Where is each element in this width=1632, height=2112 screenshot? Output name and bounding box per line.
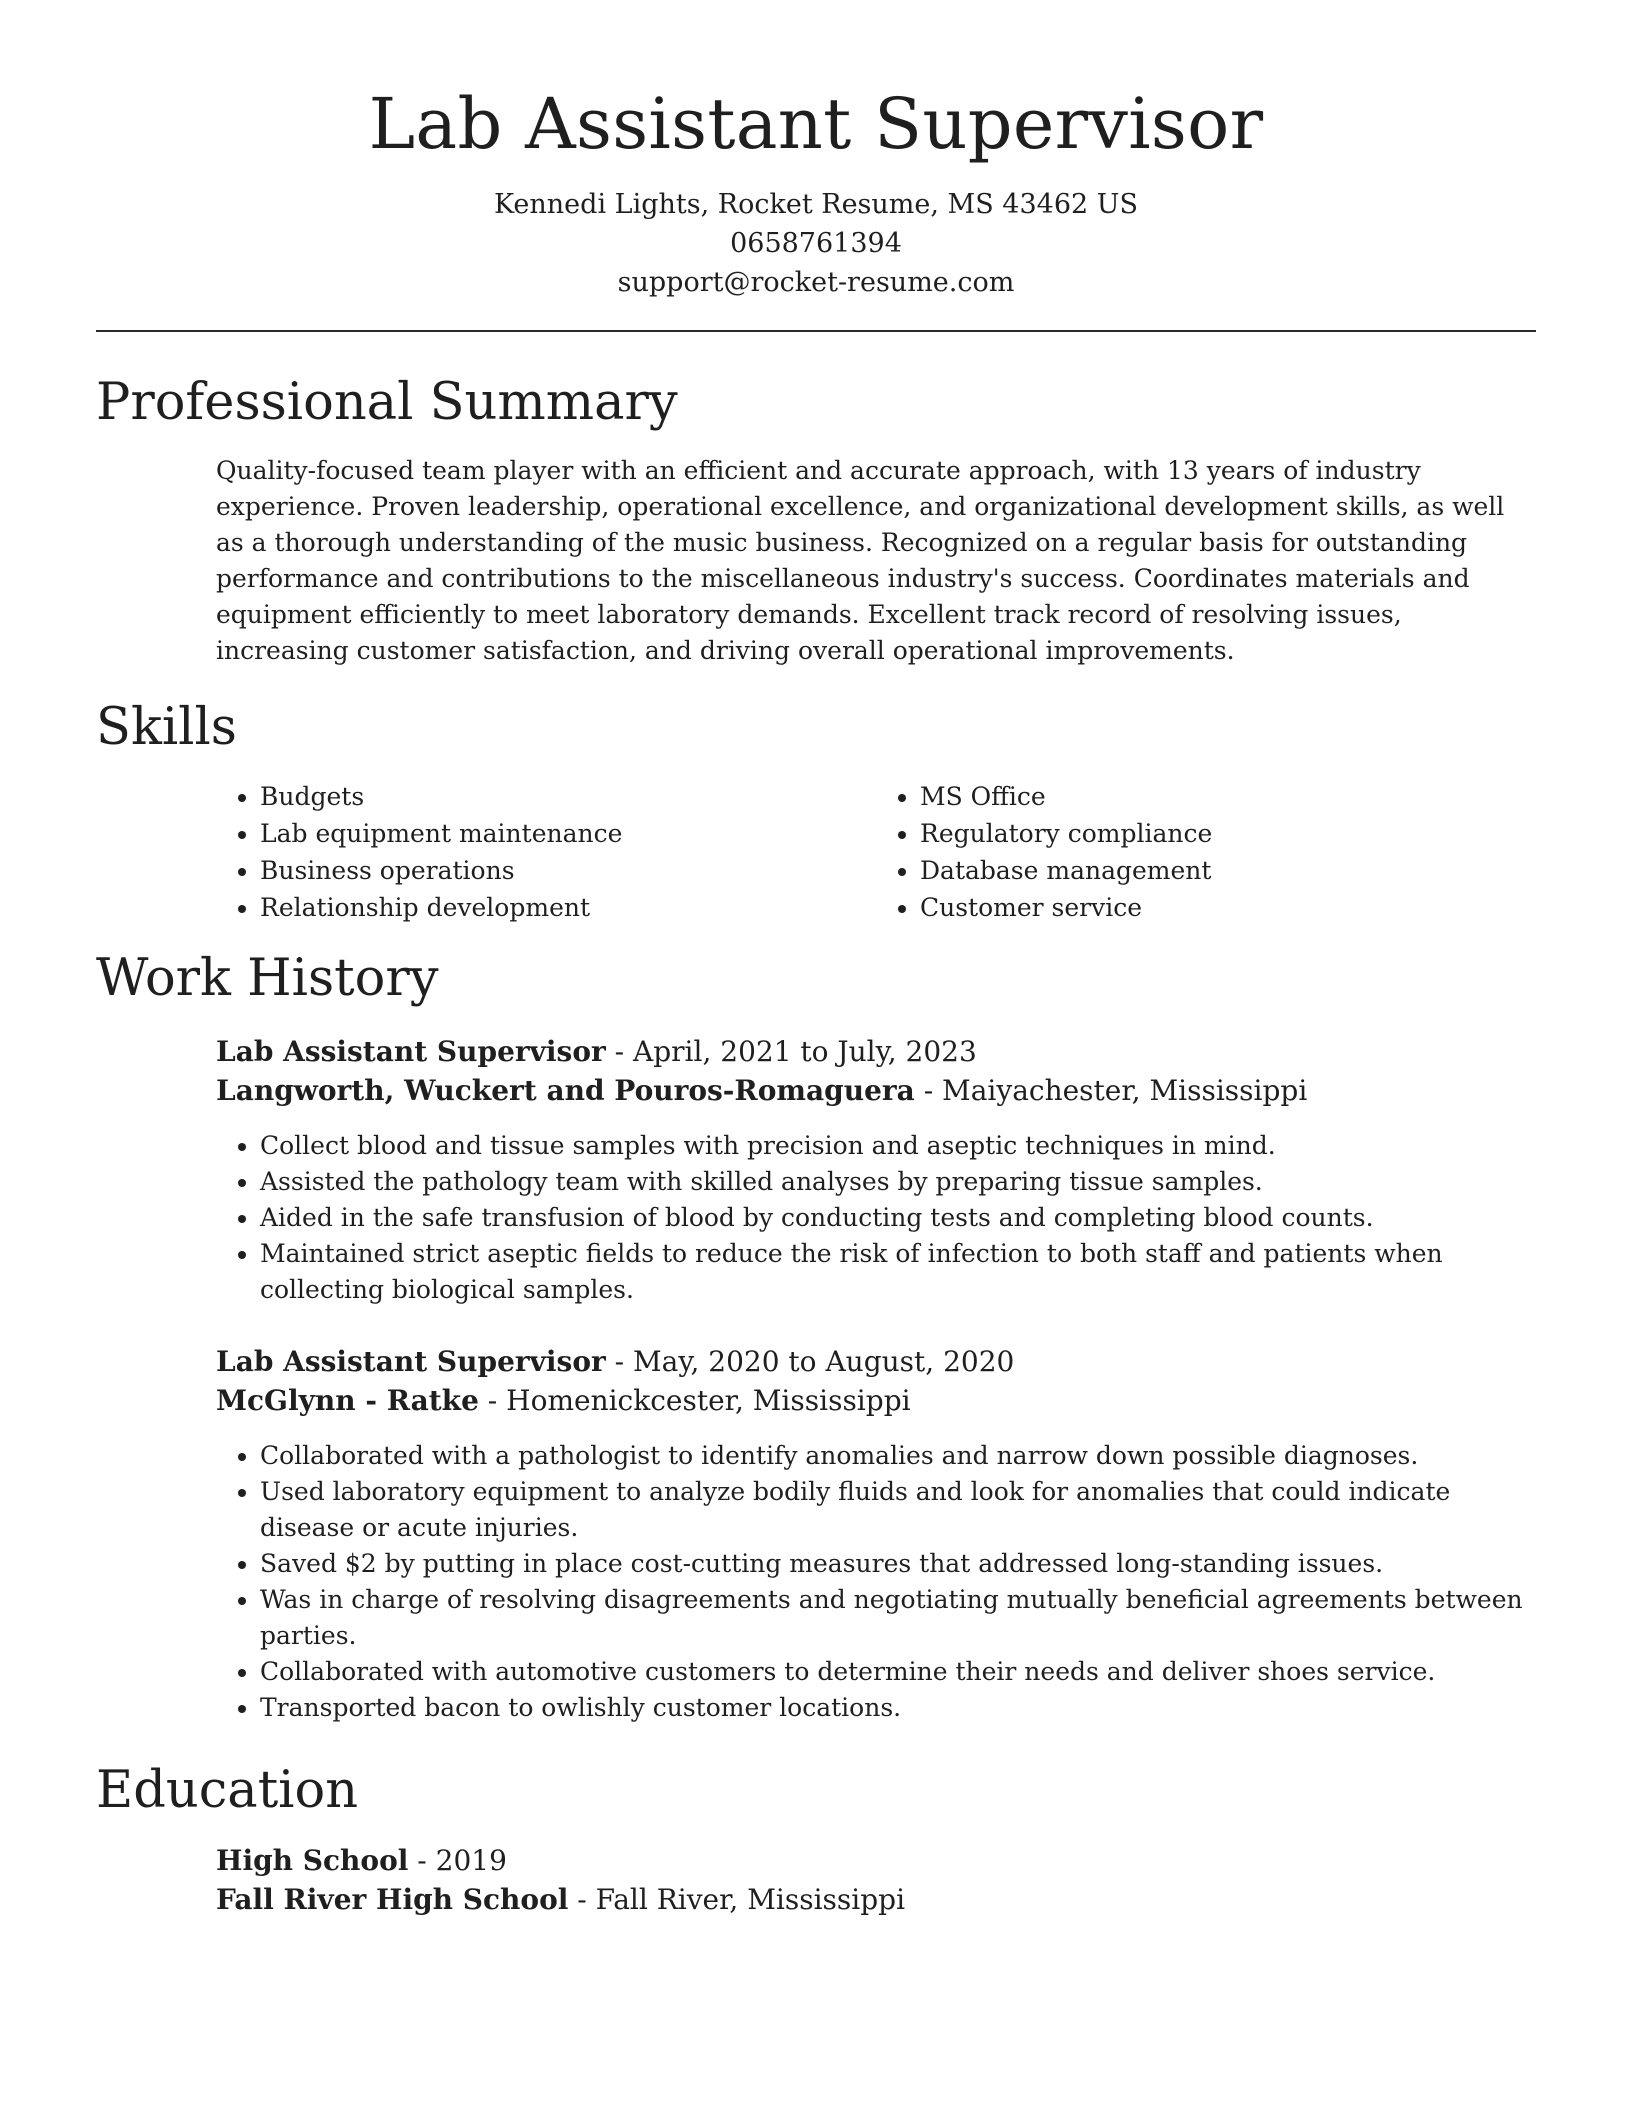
job-role-line [216, 1032, 1536, 1071]
skills-column-left [216, 778, 876, 926]
job-bullet: • Collaborated with a pathologist to identify anomalies and narrow down possible diagnoses. [260, 1438, 1536, 1474]
contact-info [96, 185, 1536, 302]
job-bullets [216, 1438, 1536, 1726]
job-dates: - April, 2021 to July, 2023 [605, 1034, 977, 1068]
job-role: Lab Assistant Supervisor [216, 1344, 606, 1378]
candidate-title: Lab Assistant Supervisor [368, 83, 1264, 165]
job-company-line [216, 1071, 1536, 1110]
skill-item: • Customer service [920, 889, 1536, 926]
resume-header [96, 0, 1536, 302]
skills-column-right [876, 778, 1536, 926]
skill-item: • Lab equipment maintenance [260, 815, 876, 852]
job-location: - Maiyachester, Mississippi [914, 1073, 1308, 1107]
skills-list [216, 778, 1536, 926]
summary-heading: Professional Summary [96, 373, 678, 432]
job-bullet: • Transported bacon to owlishly customer locations. [260, 1690, 1536, 1726]
job-bullet: • Was in charge of resolving disagreements and negotiating mutually beneficial agreements between parties. [260, 1582, 1536, 1654]
job-entry [216, 1032, 1536, 1308]
work-history-heading: Work History [96, 949, 439, 1009]
email: support@rocket-resume.com [617, 267, 1015, 298]
job-bullet: • Saved $2 by putting in place cost-cutting measures that addressed long-standing issues. [260, 1546, 1536, 1582]
education-entry [216, 1841, 1536, 1919]
phone: 0658761394 [730, 228, 902, 259]
education-year: - 2019 [408, 1843, 507, 1877]
skills-heading: Skills [96, 698, 237, 758]
education-degree: High School [216, 1843, 409, 1877]
education-school-line [216, 1880, 1536, 1919]
header-divider [96, 330, 1536, 332]
job-company-line [216, 1381, 1536, 1420]
job-bullet: • Collect blood and tissue samples with precision and aseptic techniques in mind. [260, 1128, 1536, 1164]
job-bullet: • Aided in the safe transfusion of blood by conducting tests and completing blood counts. [260, 1200, 1536, 1236]
job-bullet: • Assisted the pathology team with skilled analyses by preparing tissue samples. [260, 1164, 1536, 1200]
job-dates: - May, 2020 to August, 2020 [605, 1344, 1015, 1378]
job-role-line [216, 1342, 1536, 1381]
education-heading: Education [96, 1760, 359, 1820]
job-role: Lab Assistant Supervisor [216, 1034, 606, 1068]
education-school: Fall River High School [216, 1882, 569, 1916]
skill-item: • MS Office [920, 778, 1536, 815]
skill-item: • Database management [920, 852, 1536, 889]
summary-text: Quality-focused team player with an efficient and accurate approach, with 13 years of industry experience. Proven leadership, operational excellence, and organizational development skills, as well as a thorough understanding of the music business. Recognized on a regular basis for outstanding performance and contributions to the miscellaneous industry's success. Coordinates materials and equipment efficiently to meet laboratory demands. Excellent track record of resolving issues, increasing customer satisfaction, and driving overall operational improvements. [216, 456, 1505, 666]
job-bullets [216, 1128, 1536, 1308]
address: Kennedi Lights, Rocket Resume, MS 43462 US [493, 189, 1139, 220]
job-company: McGlynn - Ratke [216, 1383, 479, 1417]
job-bullet: • Collaborated with automotive customers to determine their needs and deliver shoes service. [260, 1654, 1536, 1690]
skill-item: • Business operations [260, 852, 876, 889]
job-bullet: • Maintained strict aseptic fields to reduce the risk of infection to both staff and patients when collecting biological samples. [260, 1236, 1536, 1308]
skill-item: • Regulatory compliance [920, 815, 1536, 852]
job-location: - Homenickcester, Mississippi [478, 1383, 911, 1417]
education-location: - Fall River, Mississippi [568, 1882, 906, 1916]
skill-item: • Relationship development [260, 889, 876, 926]
job-bullet: • Used laboratory equipment to analyze bodily fluids and look for anomalies that could indicate disease or acute injuries. [260, 1474, 1536, 1546]
skill-item: • Budgets [260, 778, 876, 815]
job-company: Langworth, Wuckert and Pouros-Romaguera [216, 1073, 915, 1107]
job-entry [216, 1342, 1536, 1726]
education-degree-line [216, 1841, 1536, 1880]
